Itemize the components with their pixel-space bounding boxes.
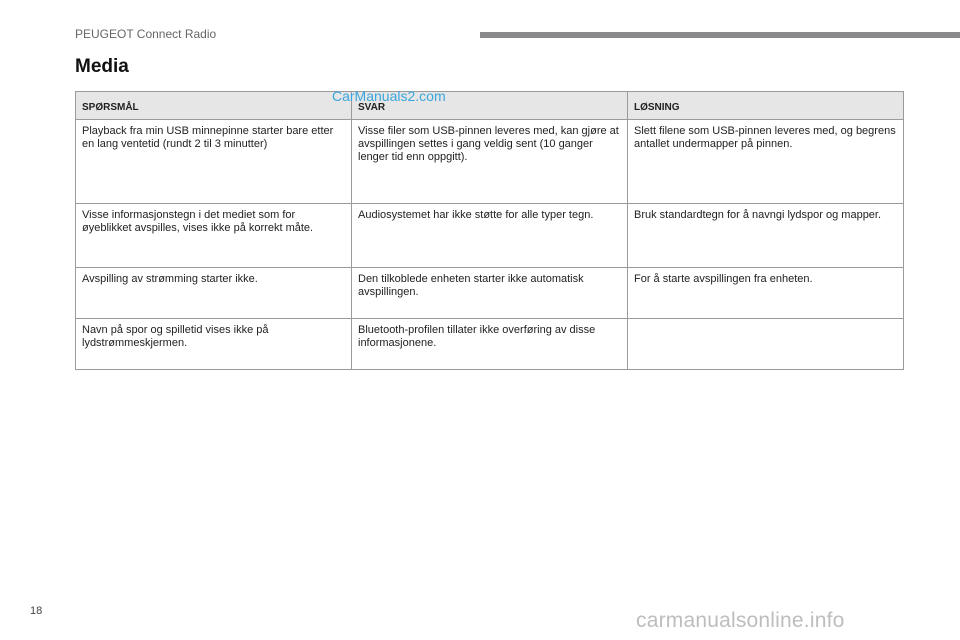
section-title: Media: [75, 56, 129, 77]
solution-cell: Slett filene som USB-pinnen leveres med, og begrens antallet undermapper på pinnen.: [628, 120, 904, 204]
question-cell: Avspilling av strømming starter ikke.: [76, 268, 352, 319]
solution-cell: [628, 319, 904, 370]
answer-cell: Bluetooth-profilen tillater ikke overføring av disse informasjonene.: [352, 319, 628, 370]
solution-cell: For å starte avspillingen fra enheten.: [628, 268, 904, 319]
watermark-carmanualsonline: carmanualsonline.info: [636, 609, 845, 632]
page-number: 18: [30, 605, 43, 617]
solution-cell: Bruk standardtegn for å navngi lydspor og mapper.: [628, 204, 904, 268]
watermark-carmanuals2: CarManuals2.com: [332, 88, 446, 104]
question-cell: Playback fra min USB minnepinne starter bare etter en lang ventetid (rundt 2 til 3 minutter): [76, 120, 352, 204]
answer-cell: Audiosystemet har ikke støtte for alle typer tegn.: [352, 204, 628, 268]
column-header-question: SPØRSMÅL: [76, 92, 352, 120]
table-row: [76, 204, 904, 268]
column-header-answer: SVAR: [352, 92, 628, 120]
column-header-solution: LØSNING: [628, 92, 904, 120]
table-row: [76, 319, 904, 370]
question-cell: Visse informasjonstegn i det mediet som for øyeblikket avspilles, vises ikke på korrekt måte.: [76, 204, 352, 268]
question-cell: Navn på spor og spilletid vises ikke på lydstrømmeskjermen.: [76, 319, 352, 370]
table-row: [76, 120, 904, 204]
running-header: PEUGEOT Connect Radio: [75, 27, 217, 41]
table-header-row: [76, 92, 904, 120]
header-rule: [480, 32, 960, 38]
answer-cell: Den tilkoblede enheten starter ikke automatisk avspillingen.: [352, 268, 628, 319]
table-row: [76, 268, 904, 319]
faq-table: [75, 91, 904, 370]
answer-cell: Visse filer som USB-pinnen leveres med, kan gjøre at avspillingen settes i gang veldig sent (10 ganger lenger tid enn oppgitt).: [352, 120, 628, 204]
